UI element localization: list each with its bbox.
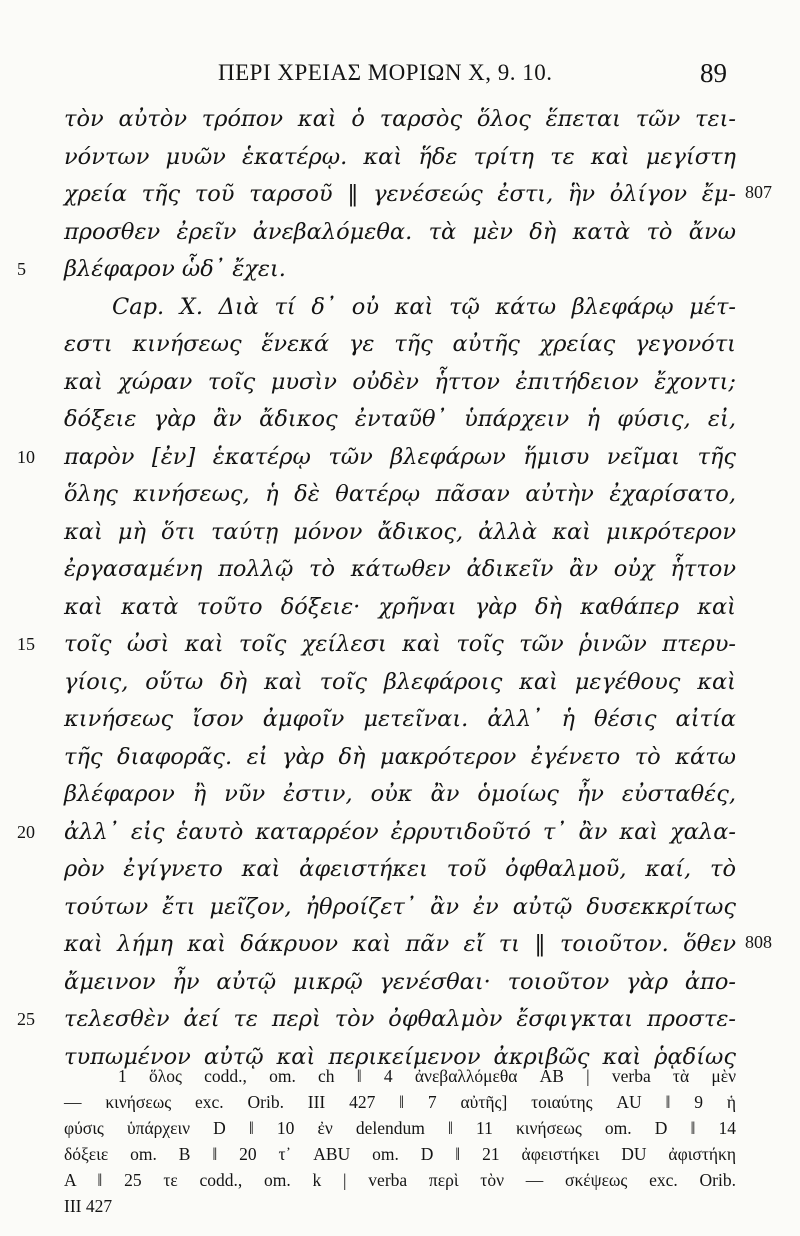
apparatus-line: III 427	[64, 1196, 113, 1216]
line-text: τελεσθὲν ἀεί τε περὶ τὸν ὀφθαλμὸν ἔσφιγκται προστε-	[64, 1006, 736, 1032]
line-text: βλέφαρον ὧδ᾽ ἔχει.	[64, 256, 286, 282]
line-text: καὶ λήμη καὶ δάκρυον καὶ πᾶν εἴ τι ‖ τοιοῦτον. ὅθεν	[64, 931, 736, 957]
edition-page-ref: 808	[745, 932, 772, 952]
line-number: 25	[17, 1009, 35, 1029]
line-text: τούτων ἔτι μεῖζον, ἠθροίζετ᾽ ἂν ἐν αὐτῷ δυσεκκρίτως	[64, 893, 736, 920]
running-header	[0, 56, 800, 96]
line-text: Cap. X. Διὰ τί δ᾽ οὐ καὶ τῷ κάτω βλεφάρῳ μέτ-	[112, 293, 736, 320]
line-text: βλέφαρον ἢ νῦν ἐστιν, οὐκ ἂν ὁμοίως ἦν εὐσταθές,	[64, 781, 736, 807]
apparatus-line: — κινήσεως exc. Orib. III 427 ‖ 7 αὐτῆς] τοιαύτης AU ‖ 9 ἡ	[64, 1092, 736, 1112]
edition-page-ref: 807	[745, 182, 772, 202]
line-number: 10	[17, 446, 35, 467]
line-text: καὶ μὴ ὅτι ταύτῃ μόνον ἄδικος, ἀλλὰ καὶ μικρότερον	[64, 518, 736, 545]
line-number: 15	[17, 634, 35, 654]
line-text: ἐργασαμένη πολλῷ τὸ κάτωθεν ἀδικεῖν ἂν οὐχ ἧττον	[64, 556, 736, 582]
line-text: προσθεν ἐρεῖν ἀνεβαλόμεθα. τὰ μὲν δὴ κατὰ τὸ ἄνω	[64, 218, 736, 245]
line-text: καὶ χώραν τοῖς μυσὶν οὐδὲν ἧττον ἐπιτήδειον ἔχοντι;	[64, 368, 736, 395]
page-number: 89	[700, 58, 727, 88]
apparatus-line: 1 ὅλος codd., om. ch ‖ 4 ἀνεβαλλόμεθα AB | verba τὰ μὲν	[118, 1066, 736, 1086]
line-text: ὅλης κινήσεως, ἡ δὲ θατέρῳ πᾶσαν αὐτὴν ἐχαρίσατο,	[64, 481, 736, 507]
line-text: νόντων μυῶν ἑκατέρῳ. καὶ ἥδε τρίτη τε καὶ μεγίστη	[64, 143, 736, 170]
line-text: καὶ κατὰ τοῦτο δόξειε· χρῆναι γὰρ δὴ καθάπερ καὶ	[64, 593, 736, 620]
line-number: 5	[17, 259, 26, 279]
line-text: ἄμεινον ἦν αὐτῷ μικρῷ γενέσθαι· τοιοῦτον γὰρ ἀπο-	[64, 968, 736, 995]
line-text: ἀλλ᾽ εἰς ἑαυτὸ καταρρέον ἐρρυτιδοῦτό τ᾽ ἂν καὶ χαλα-	[64, 818, 736, 845]
line-text: χρεία τῆς τοῦ ταρσοῦ ‖ γενέσεώς ἐστι, ἣν ὀλίγον ἔμ-	[64, 181, 736, 207]
header-title: ΠΕΡΙ ΧΡΕΙΑΣ ΜΟΡΙΩΝ Χ, 9. 10.	[218, 60, 553, 85]
apparatus-line: φύσις ὑπάρχειν D ‖ 10 ἐν delendum ‖ 11 κινήσεως om. D ‖ 14	[64, 1118, 736, 1138]
line-number: 20	[17, 821, 35, 842]
line-text: εστι κινήσεως ἕνεκά γε τῆς αὐτῆς χρείας γεγονότι	[64, 331, 736, 357]
line-text: δόξειε γὰρ ἂν ἄδικος ἐνταῦθ᾽ ὑπάρχειν ἡ φύσις, εἰ,	[64, 406, 736, 432]
apparatus-line: δόξειε om. B ‖ 20 τ᾽ ABU om. D ‖ 21 ἀφειστήκει DU ἀφιστήκη	[64, 1144, 736, 1164]
line-text: κινήσεως ἴσον ἀμφοῖν μετεῖναι. ἀλλ᾽ ἡ θέσις αἰτία	[64, 706, 736, 732]
line-text: τυπωμένον αὐτῷ καὶ περικείμενον ἀκριβῶς καὶ ῥᾳδίως	[64, 1043, 736, 1070]
line-text: τῆς διαφορᾶς. εἰ γὰρ δὴ μακρότερον ἐγένετο τὸ κάτω	[64, 743, 736, 770]
line-text: ρὸν ἐγίγνετο καὶ ἀφειστήκει τοῦ ὀφθαλμοῦ, καί, τὸ	[64, 856, 736, 882]
line-text: τοῖς ὠσὶ καὶ τοῖς χείλεσι καὶ τοῖς τῶν ῥινῶν πτερυ-	[64, 631, 736, 657]
line-text: τὸν αὐτὸν τρόπον καὶ ὁ ταρσὸς ὅλος ἕπεται τῶν τει-	[64, 106, 736, 132]
apparatus-line: A ‖ 25 τε codd., om. k | verba περὶ τὸν — σκέψεως exc. Orib.	[64, 1170, 736, 1190]
line-text: γίοις, οὕτω δὴ καὶ τοῖς βλεφάροις καὶ μεγέθους καὶ	[64, 668, 736, 695]
line-text: παρὸν [ἐν] ἑκατέρῳ τῶν βλεφάρων ἥμισυ νεῖμαι τῆς	[64, 443, 736, 470]
